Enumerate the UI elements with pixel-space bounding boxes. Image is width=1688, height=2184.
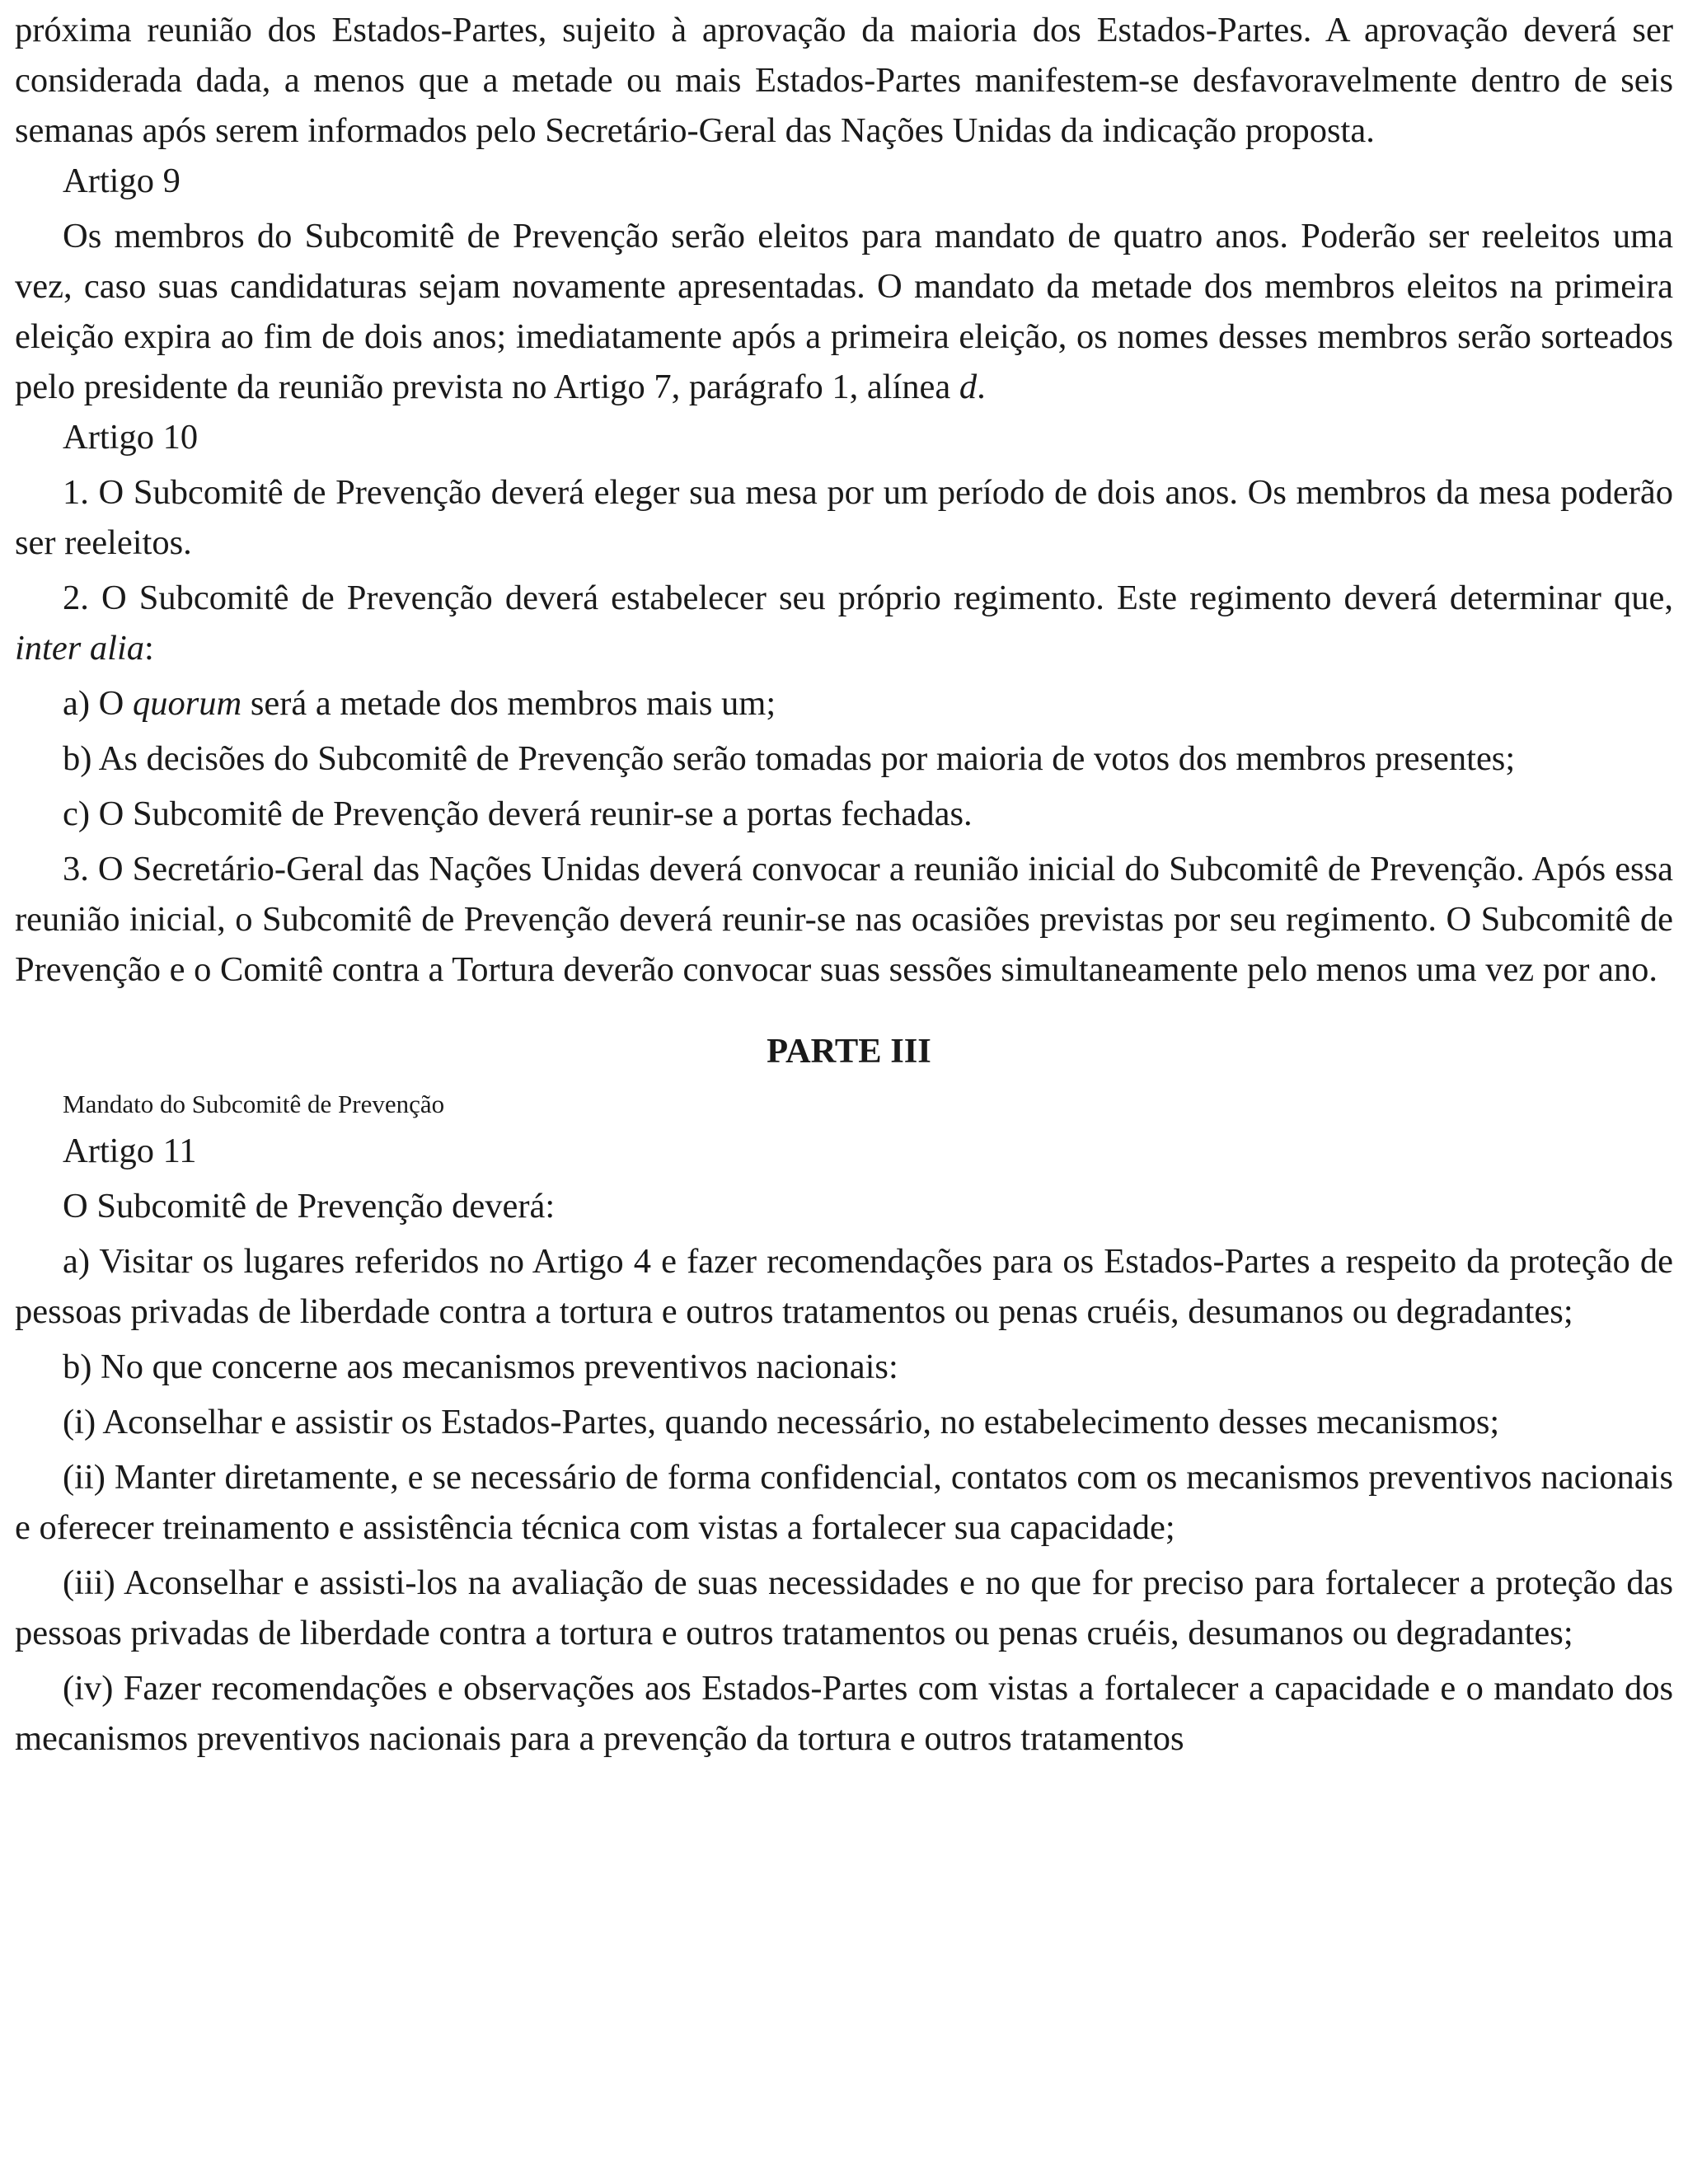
document-page — [15, 5, 1673, 1764]
article-11-item-a: a) Visitar os lugares referidos no Artigo 4 e fazer recomendações para os Estados-Partes a respeito da proteção de pessoas privadas de liberdade contra a tortura e outros tratamentos ou penas cruéis, desumanos ou degradantes; — [15, 1242, 1673, 1331]
article-11-item-b: b) No que concerne aos mecanismos preventivos nacionais: — [63, 1347, 898, 1386]
article-10-paragraph-2-text: 2. O Subcomitê de Prevenção deverá estabelecer seu próprio regimento. Este regimento deverá determinar que, — [63, 579, 1673, 617]
article-11-intro: O Subcomitê de Prevenção deverá: — [63, 1187, 556, 1226]
article-10-item-a-italic: quorum — [132, 684, 242, 723]
article-11-heading: Artigo 11 — [63, 1132, 197, 1170]
article-10-item-b: b) As decisões do Subcomitê de Prevenção serão tomadas por maioria de votos dos membros presentes; — [63, 739, 1516, 778]
article-10-paragraph-2-italic: inter alia — [15, 629, 145, 668]
article-10-paragraph-2-end: : — [144, 629, 154, 668]
article-11-item-b-iii: (iii) Aconselhar e assisti-los na avaliação de suas necessidades e no que for preciso para fortalecer a proteção das pessoas privadas de liberdade contra a tortura e outros tratamentos ou penas cruéis, desumanos ou degradantes; — [15, 1563, 1673, 1652]
article-10-item-c: c) O Subcomitê de Prevenção deverá reunir-se a portas fechadas. — [63, 794, 973, 833]
article-9-text: Os membros do Subcomitê de Prevenção serão eleitos para mandato de quatro anos. Poderão ser reeleitos uma vez, caso suas candidaturas sejam novamente apresentadas. O mandato da metade dos membros eleitos na primeira eleição expira ao fim de dois anos; imediatamente após a primeira eleição, os nomes desses membros serão sorteados pelo presidente da reunião prevista no Artigo 7, parágrafo 1, alínea — [15, 217, 1673, 406]
article-9-paragraph — [15, 211, 1673, 412]
article-10-paragraph-2 — [15, 573, 1673, 673]
article-10-paragraph-3: 3. O Secretário-Geral das Nações Unidas deverá convocar a reunião inicial do Subcomitê de Prevenção. Após essa reunião inicial, o Subcomitê de Prevenção deverá reunir-se nas ocasiões previstas por seu regimento. O Subcomitê de Prevenção e o Comitê contra a Tortura deverão convocar suas sessões simultaneamente pelo menos uma vez por ano. — [15, 850, 1673, 989]
article-11-item-b-iv: (iv) Fazer recomendações e observações aos Estados-Partes com vistas a fortalecer a capacidade e o mandato dos mecanismos preventivos nacionais para a prevenção da tortura e outros tratamentos — [15, 1669, 1673, 1758]
part-3-title: PARTE III — [767, 1032, 931, 1071]
article-10-heading: Artigo 10 — [63, 418, 199, 457]
article-9-italic-letter: d — [959, 368, 978, 406]
article-9-heading: Artigo 9 — [63, 162, 181, 200]
article-10-item-a — [15, 678, 1673, 729]
article-11-item-b-i: (i) Aconselhar e assistir os Estados-Partes, quando necessário, no estabelecimento desses mecanismos; — [63, 1403, 1500, 1441]
continuation-paragraph: próxima reunião dos Estados-Partes, sujeito à aprovação da maioria dos Estados-Partes. A aprovação deverá ser considerada dada, a menos que a metade ou mais Estados-Partes manifestem-se desfavoravelmente dentro de seis semanas após serem informados pelo Secretário-Geral das Nações Unidas da indicação proposta. — [15, 11, 1673, 150]
part-3-subtitle: Mandato do Subcomitê de Prevenção — [63, 1090, 445, 1118]
article-10-item-a-text: será a metade dos membros mais um; — [241, 684, 776, 723]
article-10-paragraph-1: 1. O Subcomitê de Prevenção deverá eleger sua mesa por um período de dois anos. Os membros da mesa poderão ser reeleitos. — [15, 473, 1673, 562]
article-10-item-a-prefix: a) O — [63, 684, 133, 723]
article-11-item-b-ii: (ii) Manter diretamente, e se necessário de forma confidencial, contatos com os mecanismos preventivos nacionais e oferecer treinamento e assistência técnica com vistas a fortalecer sua capacidade; — [15, 1458, 1673, 1547]
article-9-text-end: . — [977, 368, 986, 406]
